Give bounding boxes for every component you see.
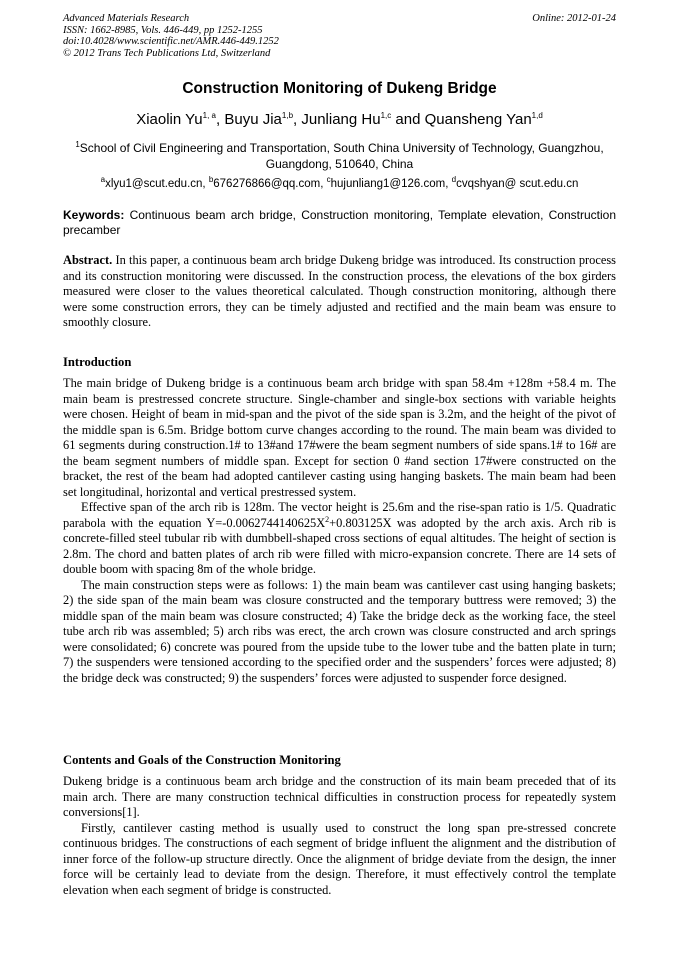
section-heading-introduction: Introduction xyxy=(63,355,132,369)
contents-body xyxy=(63,774,616,898)
introduction-body xyxy=(63,376,616,686)
paragraph: Dukeng bridge is a continuous beam arch bridge and the construction of its main beam preceded that of its main arch. There are many construction technical difficulties in construction process for repeatedly system conversions[1]. xyxy=(63,774,616,819)
email-address: cvqshyan@ scut.edu.cn xyxy=(456,177,579,190)
affiliation: $^1$School of Civil Engineering and Transportation, South China University of Technology, Guangzhou, Guangdong, 510640, China xyxy=(63,137,616,172)
issn-line: ISSN: 1662-8985, Vols. 446-449, pp 1252-1255 xyxy=(63,24,263,36)
author-list: Xiaolin Yu$^{1, a}$, Buyu Jia$^{1,b}$, Junliang Hu$^{1,c}$ and Quansheng Yan$^{1,d}$ xyxy=(136,111,543,128)
abstract xyxy=(63,253,616,331)
journal-header xyxy=(63,13,616,59)
author-name: Quansheng Yan xyxy=(424,111,532,128)
author-affiliation-mark: 1, a xyxy=(202,111,216,120)
paper-title: Construction Monitoring of Dukeng Bridge xyxy=(182,80,497,97)
abstract-label: Abstract. xyxy=(63,253,113,267)
email-list: $^a$xlyu1@scut.edu.cn, $^b$676276866@qq.com, $^c$hujunliang1@126.com, $^d$cvqshyan@ scut.edu.cn xyxy=(100,175,579,190)
abstract-text: In this paper, a continuous beam arch bridge Dukeng bridge was introduced. Its construction process and its construction monitoring were discussed. In the construction process, the elevations of the box girders measured were closer to the values theoretical calculated. Though construction monitoring, although there were some construction errors, they can be timely adjusted and rectified and the main beam was ensure to smoothly closure. xyxy=(63,253,616,329)
email-address: 676276866@qq.com xyxy=(213,177,321,190)
email-address: hujunliang1@126.com xyxy=(330,177,446,190)
keywords-label: Keywords: xyxy=(63,208,125,222)
paragraph: Effective span of the arch rib is 128m. The vector height is 25.6m and the rise-span ratio is 1/5. Quadratic parabola with the equation $Y=-0.0062744140625X^2+0.803125X$ was adopted by the arch axis. Arch rib is concrete-filled steel tubular rib with dumbbell-shaped cross sections of equal altitudes. The height of section is 2.8m. The chord and batten plates of arch rib were filled with micro-expansion concrete. There are 14 sets of double boom with spacing 8m of the whole bridge. xyxy=(63,500,616,576)
copyright-line: © 2012 Trans Tech Publications Ltd, Switzerland xyxy=(63,47,271,59)
online-date: Online: 2012-01-24 xyxy=(532,13,616,24)
paragraph: Firstly, cantilever casting method is usually used to construct the long span pre-stressed concrete continuous bridges. The constructions of each segment of bridge influent the alignment and the distribution of inner force of the follow-up structure directly. Once the alignment of bridge deviate from the design, the inner force will be certainly lead to deviate from the design. Therefore, it must effectively control the template elevation when each segment of bridge is constructed. xyxy=(63,820,616,897)
author-name: Xiaolin Yu xyxy=(136,111,203,128)
paragraph: The main construction steps were as follows: 1) the main beam was cantilever cast using hanging baskets; 2) the side span of the main beam was closure constructed and the temporary buttress were removed; 3) the middle span of the main beam was closure constructed; 4) Take the bridge deck as the working face, the steel tube arch rib was assembled; 5) arch ribs was erect, the arch crown was closure constructed and arch springs were consolidated; 6) concrete was poured from the upside tube to the lower tube and the batten plate in turn; 7) the suspenders were tensioned according to the specified order and the suspenders’ forces were adjusted; 8) the bridge deck was constructed; 9) the suspenders’ forces were adjusted to suspender force designed. xyxy=(63,577,616,685)
affiliation-line-2: Guangdong, 510640, China xyxy=(265,157,414,171)
keywords-text: Continuous beam arch bridge, Construction monitoring, Template elevation, Construction precamber xyxy=(63,208,616,237)
journal-name: Advanced Materials Research xyxy=(63,13,190,24)
author-affiliation-mark: 1,c xyxy=(380,111,392,120)
author-name: Buyu Jia xyxy=(224,111,282,128)
affiliation-line-1: School of Civil Engineering and Transportation, South China University of Technology, Guangzhou, xyxy=(79,141,604,155)
author-name: Junliang Hu xyxy=(301,111,381,128)
email-address: xlyu1@scut.edu.cn xyxy=(105,177,203,190)
keywords xyxy=(63,208,616,238)
paragraph: The main bridge of Dukeng bridge is a continuous beam arch bridge with span 58.4m +128m +58.4 m. The main beam is prestressed concrete structure. Single-chamber and single-box sections with variable heights were chosen. Height of beam in mid-span and the pivot of the side span is 3.2m, and the height of the pivot of the middle span is 6.5m. Bridge bottom curve changes according to the round. The main beam was divided to 61 segments during construction.1# to 13#and 17#were the beam segment numbers of side spans.1# to 16# are the beam segment numbers of middle span. Except for section 0 #and section 17#were constructed on the bracket, the rest of the beam had adopted cantilever casting using hanging baskets. The main beam had been set longitudinal, horizontal and vertical prestressed system. xyxy=(63,376,616,499)
section-heading-contents: Contents and Goals of the Construction Monitoring xyxy=(63,753,341,767)
author-affiliation-mark: 1,d xyxy=(531,111,543,120)
doi-line: doi:10.4028/www.scientific.net/AMR.446-449.1252 xyxy=(63,36,279,47)
author-affiliation-mark: 1,b xyxy=(281,111,294,120)
